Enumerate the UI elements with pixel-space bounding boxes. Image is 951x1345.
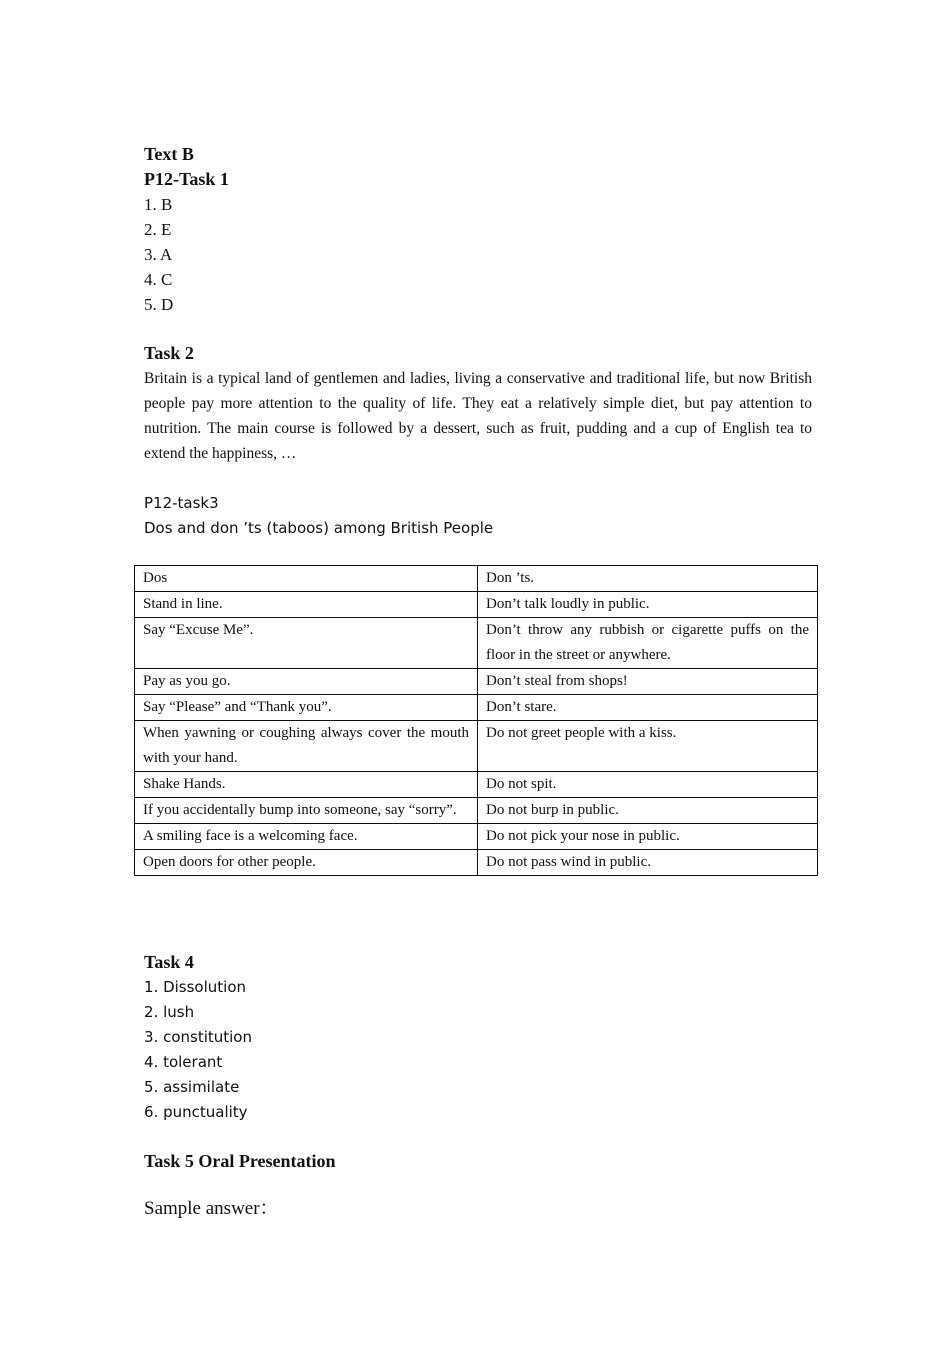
task4-section: [144, 950, 252, 1125]
task4-answer: 6. punctuality: [144, 1103, 248, 1121]
table-cell-dont: Don’t throw any rubbish or cigarette puffs on the floor in the street or anywhere.: [478, 618, 818, 669]
section-title: Text B: [144, 144, 194, 164]
table-header-row: [135, 566, 818, 592]
table-cell-do: Say “Please” and “Thank you”.: [135, 695, 478, 721]
task1-title: P12-Task 1: [144, 169, 229, 189]
task4-title: Task 4: [144, 952, 194, 972]
table-row: [135, 695, 818, 721]
table-row: [135, 669, 818, 695]
table-header-dos: Dos: [135, 566, 478, 592]
task5-section: [144, 1149, 336, 1174]
table-row: [135, 798, 818, 824]
table-row: [135, 721, 818, 772]
table-cell-do: When yawning or coughing always cover the mouth with your hand.: [135, 721, 478, 772]
table-cell-do: A smiling face is a welcoming face.: [135, 824, 478, 850]
table-header-donts: Don ’ts.: [478, 566, 818, 592]
task4-answer: 5. assimilate: [144, 1078, 240, 1096]
task1-answer: 4. C: [144, 270, 173, 289]
task1-answer: 2. E: [144, 220, 172, 239]
task4-answer: 4. tolerant: [144, 1053, 223, 1071]
text-b-section: [144, 142, 229, 317]
table-cell-dont: Don’t steal from shops!: [478, 669, 818, 695]
task2-section: [144, 341, 812, 466]
table-cell-do: Stand in line.: [135, 592, 478, 618]
table-cell-dont: Don’t talk loudly in public.: [478, 592, 818, 618]
table-cell-do: If you accidentally bump into someone, say “sorry”.: [135, 798, 478, 824]
table-cell-dont: Do not burp in public.: [478, 798, 818, 824]
table-cell-do: Say “Excuse Me”.: [135, 618, 478, 669]
table-cell-dont: Do not spit.: [478, 772, 818, 798]
table-cell-dont: Do not greet people with a kiss.: [478, 721, 818, 772]
task2-paragraph: Britain is a typical land of gentlemen and ladies, living a conservative and traditional life, but now British people pay more attention to the quality of life. They eat a relatively simple diet, but pay attention to nutrition. The main course is followed by a dessert, such as fruit, pudding and a cup of English tea to extend the happiness, …: [144, 370, 812, 462]
table-cell-do: Pay as you go.: [135, 669, 478, 695]
sample-answer-section: [144, 1196, 279, 1222]
table-cell-dont: Don’t stare.: [478, 695, 818, 721]
task3-heading: [144, 491, 493, 541]
table-row: [135, 592, 818, 618]
table-cell-do: Shake Hands.: [135, 772, 478, 798]
table-row: [135, 618, 818, 669]
sample-answer-label: Sample answer：: [144, 1198, 279, 1219]
task1-answer: 3. A: [144, 245, 173, 264]
task4-answer: 3. constitution: [144, 1028, 252, 1046]
task3-subtitle: Dos and don ’ts (taboos) among British People: [144, 519, 494, 537]
dos-donts-table: [134, 565, 818, 876]
task4-answer: 2. lush: [144, 1003, 195, 1021]
task4-answer: 1. Dissolution: [144, 978, 247, 996]
task1-answer: 1. B: [144, 195, 173, 214]
table-cell-dont: Do not pass wind in public.: [478, 850, 818, 876]
task5-title: Task 5 Oral Presentation: [144, 1151, 336, 1171]
table-row: [135, 824, 818, 850]
table-cell-dont: Do not pick your nose in public.: [478, 824, 818, 850]
table-cell-do: Open doors for other people.: [135, 850, 478, 876]
task1-answer: 5. D: [144, 295, 174, 314]
task3-title: P12-task3: [144, 494, 219, 512]
task2-title: Task 2: [144, 343, 194, 363]
table-row: [135, 772, 818, 798]
table-row: [135, 850, 818, 876]
